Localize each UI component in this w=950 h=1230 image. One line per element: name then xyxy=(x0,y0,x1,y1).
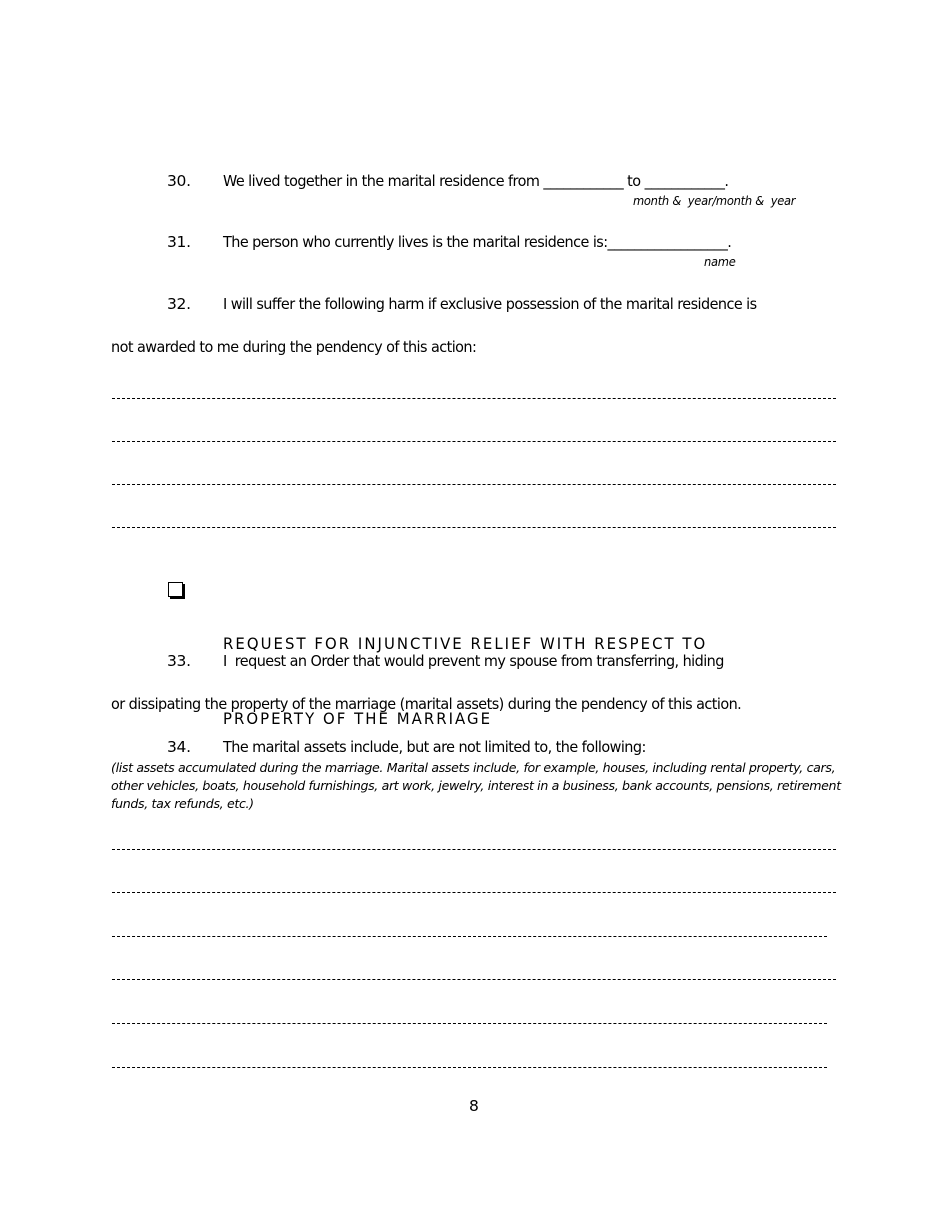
item-30-caption: month & year/month & year xyxy=(633,193,796,208)
answer-line[interactable] xyxy=(112,1067,827,1068)
section-heading-line2: PROPERTY OF THE MARRIAGE xyxy=(223,709,493,728)
item-32-line1: I will suffer the following harm if exclusive possession of the marital residence is xyxy=(223,295,757,313)
item-34-text: The marital assets include, but are not limited to, the following: xyxy=(223,738,646,756)
item-31-caption: name xyxy=(704,254,736,269)
item-33-line2: or dissipating the property of the marriage (marital assets) during the pendency of this action. xyxy=(111,695,742,713)
section-heading-line1: REQUEST FOR INJUNCTIVE RELIEF WITH RESPECT TO xyxy=(223,634,708,653)
answer-line[interactable] xyxy=(112,849,836,850)
answer-line[interactable] xyxy=(112,979,836,980)
page-number: 8 xyxy=(469,1097,479,1115)
item-31-text: The person who currently lives is the marital residence is:__________________. xyxy=(223,233,732,251)
answer-line[interactable] xyxy=(112,484,836,485)
injunctive-relief-checkbox[interactable] xyxy=(168,582,183,597)
item-34-number: 34. xyxy=(167,738,191,756)
item-33-line1: I request an Order that would prevent my spouse from transferring, hiding xyxy=(223,652,724,670)
item-30-number: 30. xyxy=(167,172,191,190)
answer-line[interactable] xyxy=(112,441,836,442)
item-32-number: 32. xyxy=(167,295,191,313)
answer-line[interactable] xyxy=(112,936,827,937)
item-34-note: (list assets accumulated during the marriage. Marital assets include, for example, houses, including rental property, cars, other vehicles, boats, household furnishings, art work, jewelry, interest in a business, bank accounts, pensions, retirement funds, tax refunds, etc.) xyxy=(111,760,841,811)
item-31-number: 31. xyxy=(167,233,191,251)
answer-line[interactable] xyxy=(112,398,836,399)
item-32-line2: not awarded to me during the pendency of this action: xyxy=(111,338,477,356)
item-30-text: We lived together in the marital residence from ____________ to ____________. xyxy=(223,172,729,190)
answer-line[interactable] xyxy=(112,892,836,893)
item-33-number: 33. xyxy=(167,652,191,670)
answer-line[interactable] xyxy=(112,1023,827,1024)
answer-line[interactable] xyxy=(112,527,836,528)
